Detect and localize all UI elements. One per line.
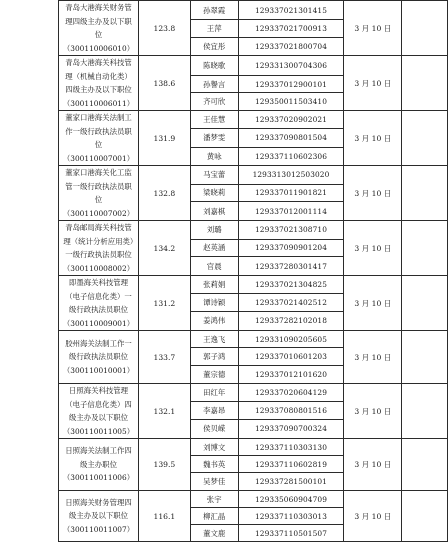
position-cell: 董家口港海关法制工作一级行政执法员职位（300110007001） xyxy=(59,111,139,166)
interview-date-cell: 3 月 10 日 xyxy=(344,1,402,56)
score-cell: 138.6 xyxy=(138,56,190,111)
candidate-name-cell: 孙翠霞 xyxy=(190,1,238,20)
candidate-name-cell: 刘嘉棋 xyxy=(190,202,238,221)
table-row xyxy=(59,166,448,185)
score-cell: 116.1 xyxy=(138,491,190,542)
score-cell: 134.2 xyxy=(138,221,190,276)
exam-number-cell: 129337110602819 xyxy=(238,456,344,473)
score-cell: 133.7 xyxy=(138,331,190,384)
exam-number-cell: 129337080801516 xyxy=(238,401,344,419)
exam-number-cell: 129337281500101 xyxy=(238,473,344,491)
score-cell: 123.8 xyxy=(138,1,190,56)
exam-number-cell: 129337090901204 xyxy=(238,239,344,257)
interview-date-cell: 3 月 10 日 xyxy=(344,111,402,166)
interview-date-cell: 3 月 10 日 xyxy=(344,221,402,276)
exam-number-cell: 129350011503410 xyxy=(238,93,344,111)
exam-number-cell: 129331300704306 xyxy=(238,56,344,76)
table-row xyxy=(59,111,448,129)
candidate-name-cell: 田红年 xyxy=(190,384,238,402)
candidate-name-cell: 谭诗颖 xyxy=(190,293,238,311)
exam-number-cell: 129337090700324 xyxy=(238,419,344,438)
remarks-cell xyxy=(402,56,448,111)
candidate-name-cell: 梁晓莉 xyxy=(190,184,238,202)
candidate-name-cell: 马宝蕾 xyxy=(190,166,238,185)
remarks-cell xyxy=(402,111,448,166)
table-row xyxy=(59,56,448,76)
position-cell: 日照海关财务管理四级主办及以下职位（300110011007） xyxy=(59,491,139,542)
exam-number-cell: 129337012900101 xyxy=(238,75,344,93)
interview-date-cell: 3 月 10 日 xyxy=(344,384,402,439)
exam-number-cell: 129337021301415 xyxy=(238,1,344,20)
table-row xyxy=(59,331,448,348)
exam-number-cell: 129337110303130 xyxy=(238,439,344,456)
exam-number-cell: 129337011901821 xyxy=(238,184,344,202)
remarks-cell xyxy=(402,439,448,491)
position-cell: 董家口港海关化工监管一级行政执法员职位（300110007002） xyxy=(59,166,139,221)
candidate-name-cell: 黄咏 xyxy=(190,148,238,166)
score-cell: 132.8 xyxy=(138,166,190,221)
interview-date-cell: 3 月 10 日 xyxy=(344,331,402,384)
exam-number-cell: 129337110501507 xyxy=(238,525,344,542)
position-cell: 日照海关法制工作四级主办职位（300110011006） xyxy=(59,439,139,491)
remarks-cell xyxy=(402,491,448,542)
exam-number-cell: 129337021308710 xyxy=(238,221,344,240)
candidate-name-cell: 李嘉昂 xyxy=(190,401,238,419)
candidate-name-cell: 王萍 xyxy=(190,20,238,38)
candidate-name-cell: 张宇 xyxy=(190,491,238,508)
exam-number-cell: 129337012101620 xyxy=(238,366,344,384)
candidate-name-cell: 陈晓歌 xyxy=(190,56,238,76)
score-cell: 131.9 xyxy=(138,111,190,166)
candidate-name-cell: 潘梦雯 xyxy=(190,128,238,147)
table-row xyxy=(59,491,448,508)
position-cell: 青岛邮局海关科技管理（统计分析应用类）一级行政执法员职位（300110008002） xyxy=(59,221,139,276)
remarks-cell xyxy=(402,331,448,384)
candidate-name-cell: 姜鸿伟 xyxy=(190,311,238,330)
score-cell: 131.2 xyxy=(138,276,190,331)
candidate-name-cell: 吴梦佳 xyxy=(190,473,238,491)
candidate-name-cell: 郭子鸿 xyxy=(190,348,238,366)
exam-number-cell: 129337090801504 xyxy=(238,128,344,147)
position-cell: 青岛大港海关财务管理四级主办及以下职位（300110006010） xyxy=(59,1,139,56)
remarks-cell xyxy=(402,276,448,331)
exam-number-cell: 129337021700913 xyxy=(238,20,344,38)
exam-number-cell: 129337280301417 xyxy=(238,257,344,276)
candidate-name-cell: 齐可欣 xyxy=(190,93,238,111)
table-row xyxy=(59,384,448,402)
candidate-name-cell: 董文鹿 xyxy=(190,525,238,542)
exam-number-cell: 129337010601203 xyxy=(238,348,344,366)
exam-number-cell: 129337021402512 xyxy=(238,293,344,311)
table-row xyxy=(59,439,448,456)
remarks-cell xyxy=(402,1,448,56)
candidate-name-cell: 张莉娟 xyxy=(190,276,238,294)
candidate-name-cell: 董宗德 xyxy=(190,366,238,384)
results-table xyxy=(58,0,448,542)
exam-number-cell: 129337282102018 xyxy=(238,311,344,330)
table-row xyxy=(59,1,448,20)
candidate-name-cell: 魏书英 xyxy=(190,456,238,473)
candidate-name-cell: 孙譽言 xyxy=(190,75,238,93)
candidate-name-cell: 赵英涵 xyxy=(190,239,238,257)
exam-number-cell: 129335060904709 xyxy=(238,491,344,508)
candidate-name-cell: 柳汇晶 xyxy=(190,508,238,525)
exam-number-cell: 129337012001114 xyxy=(238,202,344,221)
candidate-name-cell: 侯宜彤 xyxy=(190,38,238,56)
exam-number-cell: 129337020902021 xyxy=(238,111,344,129)
exam-number-cell: 129331301250302​0 xyxy=(238,166,344,185)
candidate-name-cell: 官晨 xyxy=(190,257,238,276)
exam-number-cell: 129337021304825 xyxy=(238,276,344,294)
remarks-cell xyxy=(402,166,448,221)
interview-date-cell: 3 月 10 日 xyxy=(344,439,402,491)
interview-date-cell: 3 月 10 日 xyxy=(344,166,402,221)
exam-number-cell: 129337021800704 xyxy=(238,38,344,56)
table-row xyxy=(59,276,448,294)
candidate-name-cell: 刘博文 xyxy=(190,439,238,456)
exam-number-cell: 129337110303013 xyxy=(238,508,344,525)
candidate-name-cell: 王逸飞 xyxy=(190,331,238,348)
remarks-cell xyxy=(402,221,448,276)
position-cell: 日照海关科技管理（电子信息化类）四级主办及以下职位（300110011005） xyxy=(59,384,139,439)
exam-number-cell: 129331090205605 xyxy=(238,331,344,348)
interview-date-cell: 3 月 10 日 xyxy=(344,276,402,331)
interview-date-cell: 3 月 10 日 xyxy=(344,56,402,111)
exam-number-cell: 129337020604129 xyxy=(238,384,344,402)
interview-date-cell: 3 月 10 日 xyxy=(344,491,402,542)
exam-number-cell: 129337110602306 xyxy=(238,148,344,166)
candidate-name-cell: 侯贝嵘 xyxy=(190,419,238,438)
score-cell: 139.5 xyxy=(138,439,190,491)
position-cell: 即墨海关科技管理（电子信息化类）一级行政执法员职位（300110009001） xyxy=(59,276,139,331)
score-cell: 132.1 xyxy=(138,384,190,439)
candidate-name-cell: 刘璐 xyxy=(190,221,238,240)
table-row xyxy=(59,221,448,240)
candidate-name-cell: 王佳慧 xyxy=(190,111,238,129)
position-cell: 胶州海关法制工作一级行政执法员职位（300110010001） xyxy=(59,331,139,384)
position-cell: 青岛大港海关科技管理（机械自动化类）四级主办及以下职位（300110006011） xyxy=(59,56,139,111)
remarks-cell xyxy=(402,384,448,439)
